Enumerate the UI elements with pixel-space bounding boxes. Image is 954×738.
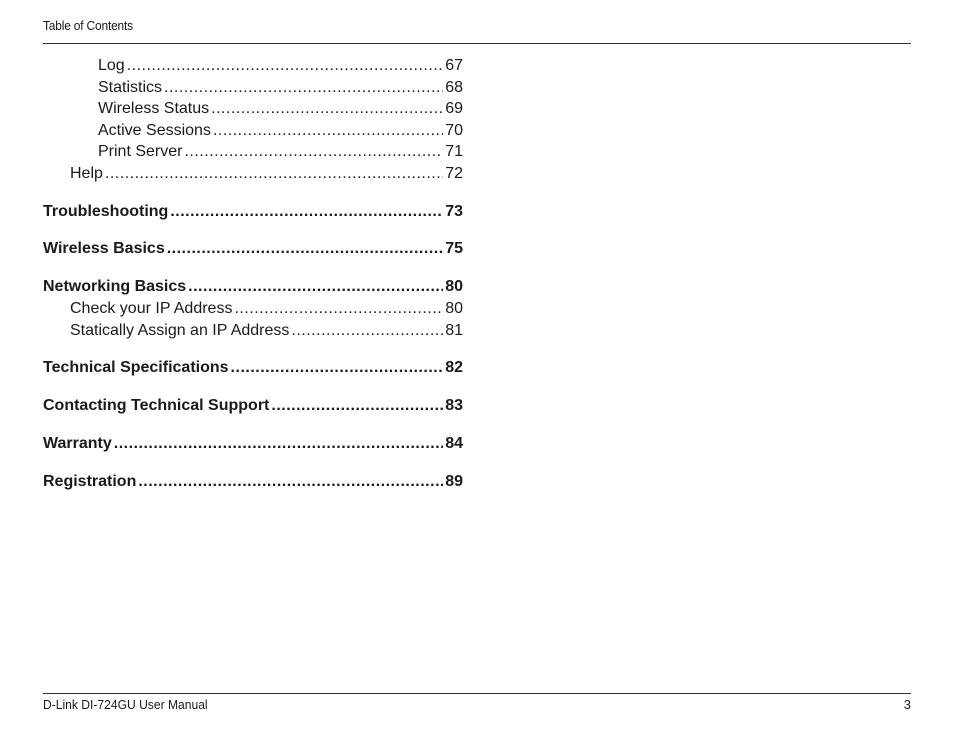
toc-dot-leader <box>127 56 443 76</box>
toc-dot-leader <box>170 202 443 222</box>
toc-entry-title: Help <box>70 164 103 182</box>
toc-entry[interactable] <box>43 472 463 492</box>
footer-manual-name: D-Link DI-724GU User Manual <box>43 697 208 712</box>
toc-entry[interactable] <box>43 299 463 319</box>
toc-entry-page-number: 71 <box>445 143 463 160</box>
toc-entry-title: Technical Specifications <box>43 359 229 376</box>
toc-entry-title: Check your IP Address <box>70 300 233 317</box>
toc-entry[interactable] <box>43 239 463 259</box>
toc-entry-page-number: 73 <box>445 203 463 220</box>
toc-entry-page-number: 89 <box>445 473 463 490</box>
toc-dot-leader <box>291 321 443 341</box>
toc-dot-leader <box>167 239 443 259</box>
toc-entry[interactable] <box>43 56 463 76</box>
toc-entry[interactable] <box>43 358 463 378</box>
toc-dot-leader <box>271 396 443 416</box>
toc-entry-title: Statically Assign an IP Address <box>70 322 290 339</box>
toc-entry-page-number: 84 <box>445 435 463 452</box>
toc-dot-leader <box>138 472 443 492</box>
toc-entry-page-number: 69 <box>445 100 463 117</box>
toc-entry-page-number: 67 <box>445 57 463 74</box>
toc-dot-leader <box>211 99 443 119</box>
footer-divider <box>43 693 911 694</box>
toc-entry-title: Active Sessions <box>98 121 211 139</box>
toc-entry[interactable] <box>43 78 463 98</box>
toc-entry-page-number: 80 <box>445 300 463 317</box>
toc-entry[interactable] <box>43 434 463 454</box>
toc-dot-leader <box>114 434 443 454</box>
toc-entry[interactable] <box>43 121 463 141</box>
toc-entry-page-number: 70 <box>445 121 463 139</box>
toc-entry-title: Wireless Basics <box>43 240 165 257</box>
toc-dot-leader <box>105 164 443 184</box>
toc-entry-page-number: 68 <box>445 78 463 96</box>
toc-entry-title: Registration <box>43 473 137 490</box>
toc-dot-leader <box>234 299 443 319</box>
toc-entry[interactable] <box>43 142 463 162</box>
toc-entry-title: Contacting Technical Support <box>43 397 270 414</box>
toc-dot-leader <box>188 277 443 297</box>
toc-entry-title: Troubleshooting <box>43 203 169 220</box>
toc-entry-page-number: 72 <box>445 164 463 182</box>
toc-entry-page-number: 83 <box>445 397 463 414</box>
toc-dot-leader <box>164 78 443 98</box>
toc-entry-page-number: 80 <box>445 278 463 295</box>
header-divider <box>43 43 911 44</box>
toc-entry-page-number: 81 <box>445 322 463 339</box>
toc-entry-page-number: 75 <box>445 240 463 257</box>
footer-page-number: 3 <box>903 697 911 712</box>
toc-entry-title: Networking Basics <box>43 278 187 295</box>
toc-entry-title: Warranty <box>43 435 112 452</box>
toc-entry-page-number: 82 <box>445 359 463 376</box>
toc-entry[interactable] <box>43 202 463 222</box>
toc-entry-title: Statistics <box>98 78 163 96</box>
toc-entry[interactable] <box>43 99 463 119</box>
toc-entry-title: Wireless Status <box>98 100 210 117</box>
toc-dot-leader <box>231 358 443 378</box>
toc-entry[interactable] <box>43 277 463 297</box>
toc-entry-title: Log <box>98 57 125 74</box>
toc-dot-leader <box>213 121 443 141</box>
toc-entry[interactable] <box>43 164 463 184</box>
toc-entry[interactable] <box>43 396 463 416</box>
toc-entry[interactable] <box>43 321 463 341</box>
toc-dot-leader <box>184 142 443 162</box>
page-header-title: Table of Contents <box>43 18 133 33</box>
toc-entry-title: Print Server <box>98 143 183 160</box>
